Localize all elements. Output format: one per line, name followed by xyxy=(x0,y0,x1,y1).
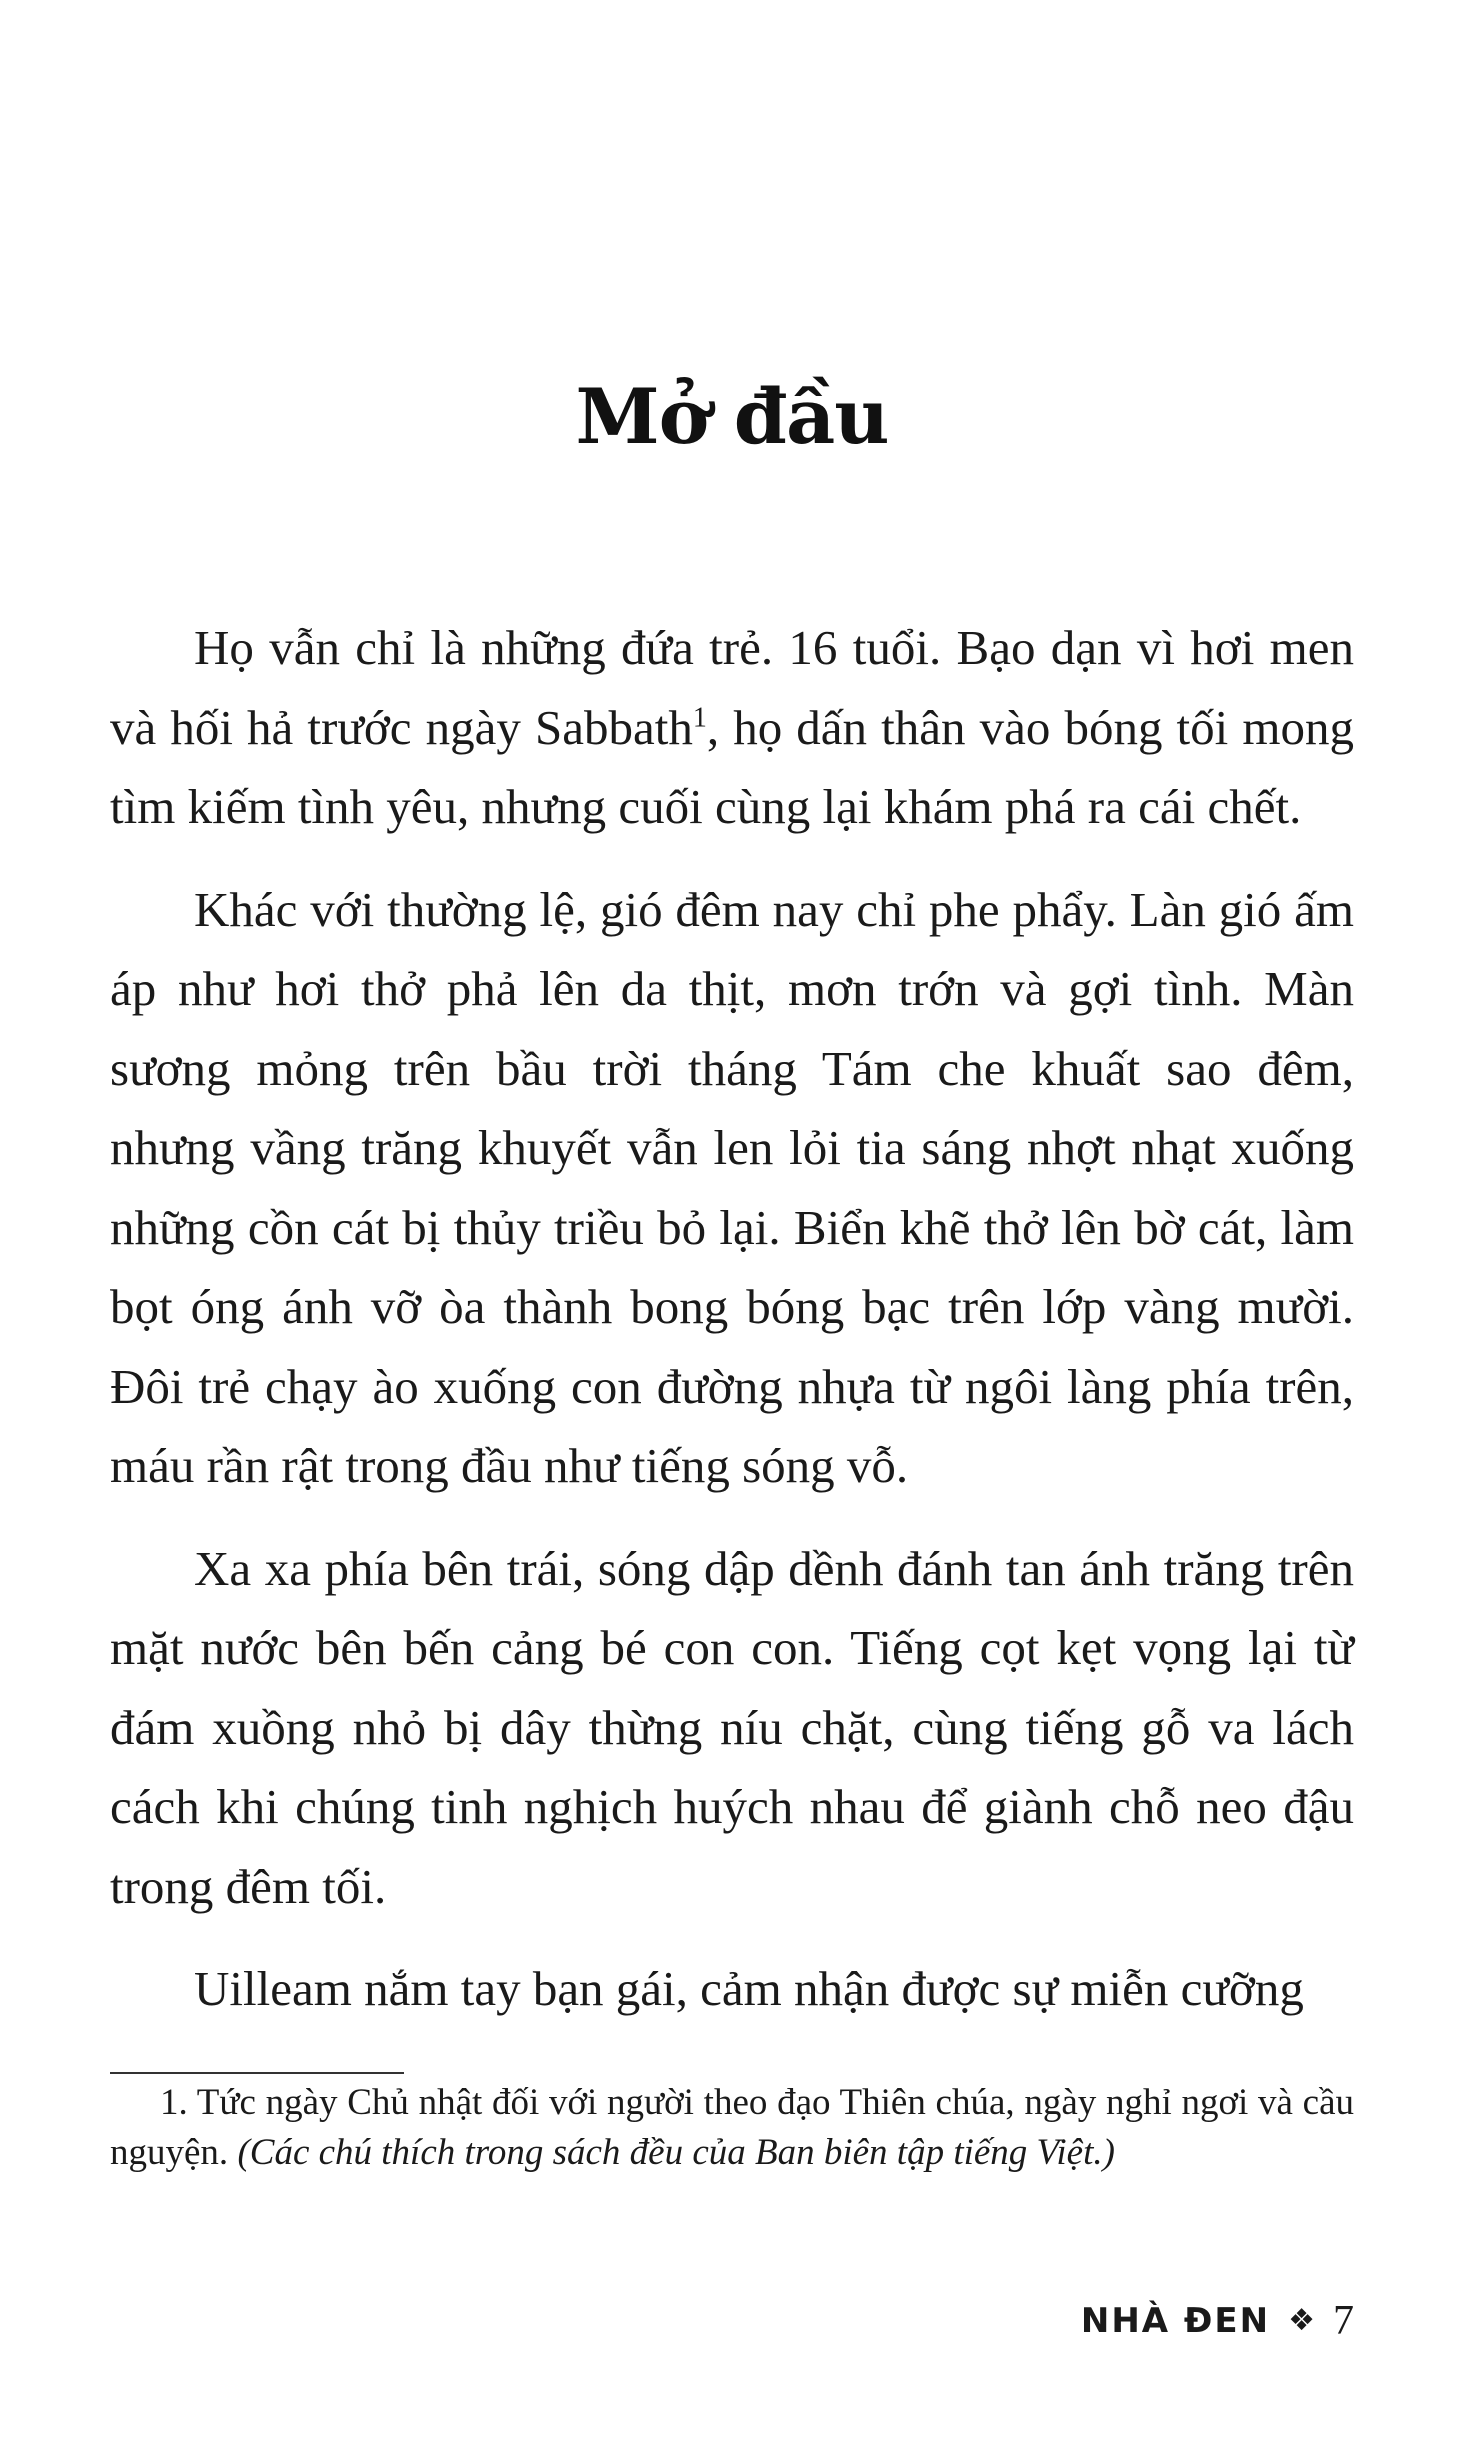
page-footer xyxy=(1081,2296,1354,2346)
page-number: 7 xyxy=(1333,2298,1354,2344)
footnote-text: 1. Tức ngày Chủ nhật đối với người theo đạo Thiên chúa, ngày nghỉ ngơi và cầu nguyện. xyxy=(110,2082,1354,2173)
footnote-editor-note: (Các chú thích trong sách đều của Ban biên tập tiếng Việt.) xyxy=(237,2132,1115,2173)
paragraph-4: Uilleam nắm tay bạn gái, cảm nhận được sự miễn cưỡng xyxy=(194,1961,1304,2016)
chapter-title: Mở đầu xyxy=(575,372,889,461)
footnote xyxy=(110,2078,1354,2178)
paragraph-1-text-continued: , họ dấn thân vào bóng tối mong tìm kiếm tình yêu, nhưng cuối cùng lại khám phá ra cái chết. xyxy=(110,699,1354,834)
paragraph-1-text: Họ vẫn chỉ là những đứa trẻ. 16 tuổi. Bạo dạn vì hơi men và hối hả trước ngày Sabbath xyxy=(110,620,1354,755)
paragraph-1 xyxy=(110,608,1354,847)
footnote-divider xyxy=(110,2072,404,2074)
footnote-reference: 1 xyxy=(692,702,707,734)
running-book-title: NHÀ ĐEN xyxy=(1080,2301,1271,2341)
diamond-ornament-icon: ❖ xyxy=(1288,2303,1315,2338)
paragraph-3: Xa xa phía bên trái, sóng dập dềnh đánh tan ánh trăng trên mặt nước bên bến cảng bé con con. Tiếng cọt kẹt vọng lại từ đám xuồng nhỏ bị dây thừng níu chặt, cùng tiếng gỗ va lách cách khi chúng tinh nghịch huých nhau để giành chỗ neo đậu trong đêm tối. xyxy=(110,1540,1354,1914)
paragraph-2: Khác với thường lệ, gió đêm nay chỉ phe phẩy. Làn gió ấm áp như hơi thở phả lên da thịt, mơn trớn và gợi tình. Màn sương mỏng trên bầu trời tháng Tám che khuất sao đêm, nhưng vầng trăng khuyết vẫn len lỏi tia sáng nhợt nhạt xuống những cồn cát bị thủy triều bỏ lại. Biển khẽ thở lên bờ cát, làm bọt óng ánh vỡ òa thành bong bóng bạc trên lớp vàng mười. Đôi trẻ chạy ào xuống con đường nhựa từ ngôi làng phía trên, máu rần rật trong đầu như tiếng sóng vỗ. xyxy=(110,881,1354,1493)
chapter-body xyxy=(110,608,1354,2052)
